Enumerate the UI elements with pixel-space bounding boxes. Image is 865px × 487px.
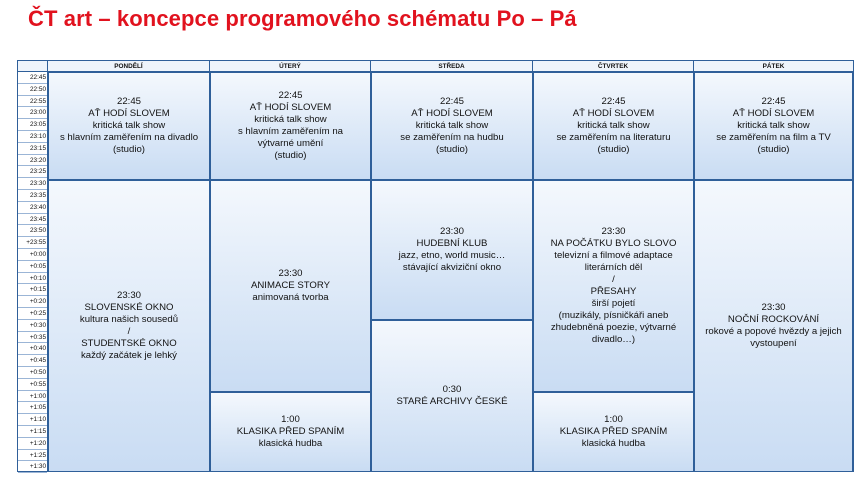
- program-text: [238, 90, 343, 162]
- program-line: /: [127, 326, 131, 337]
- program-line: AŤ HODÍ SLOVEM: [732, 108, 815, 119]
- time-tick: 23:35: [18, 190, 47, 202]
- program-line: KLASIKA PŘED SPANÍM: [559, 426, 668, 437]
- program-wed-hudebni-klub[interactable]: [371, 180, 533, 320]
- program-start-time: 23:30: [439, 226, 464, 237]
- time-tick: 23:20: [18, 155, 47, 167]
- program-start-time: 22:45: [439, 96, 464, 107]
- program-line: AŤ HODÍ SLOVEM: [411, 108, 493, 119]
- program-line: se zaměřením na hudbu: [400, 132, 504, 143]
- program-line: (studio): [436, 144, 468, 155]
- day-header-tuesday: ÚTERÝ: [210, 61, 371, 72]
- time-tick: +0:10: [18, 273, 47, 285]
- program-thu-na-pocatku[interactable]: [533, 180, 694, 392]
- time-tick: 23:00: [18, 107, 47, 119]
- program-line: NA POČÁTKU BYLO SLOVO: [550, 238, 677, 249]
- time-tick: +0:05: [18, 261, 47, 273]
- program-line: zhudebněná poezie, výtvarné: [550, 322, 677, 333]
- program-text: [399, 226, 506, 274]
- corner-header: [18, 61, 48, 72]
- time-tick: +1:30: [18, 461, 47, 473]
- program-thu-klasika[interactable]: [533, 392, 694, 472]
- program-line: s hlavním zaměřením na: [237, 126, 344, 137]
- program-text: [396, 384, 507, 408]
- program-line: se zaměřením na literaturu: [556, 132, 671, 143]
- program-wed-talkshow[interactable]: [371, 72, 533, 180]
- time-column: [18, 72, 48, 471]
- program-line: AŤ HODÍ SLOVEM: [249, 102, 332, 113]
- day-header-wednesday: STŘEDA: [371, 61, 533, 72]
- program-line: se zaměřením na film a TV: [716, 132, 831, 143]
- program-line: (studio): [274, 150, 307, 161]
- program-line: PŘESAHY: [590, 286, 637, 297]
- program-line: (studio): [757, 144, 790, 155]
- program-text: [400, 96, 503, 156]
- program-line: KLASIKA PŘED SPANÍM: [236, 426, 345, 437]
- program-text: [560, 414, 668, 450]
- time-tick: +1:10: [18, 414, 47, 426]
- program-line: televizní a filmové adaptace: [554, 250, 673, 261]
- program-text: [705, 302, 842, 350]
- program-line: klasická hudba: [581, 438, 646, 449]
- program-text: [716, 96, 830, 156]
- time-tick: 23:25: [18, 166, 47, 178]
- schedule-grid: [17, 60, 854, 472]
- program-start-time: 23:30: [116, 290, 141, 301]
- program-line: animovaná tvorba: [252, 292, 329, 303]
- program-line: AŤ HODÍ SLOVEM: [88, 108, 170, 119]
- program-tue-klasika[interactable]: [210, 392, 371, 472]
- program-line: rokové a popové hvězdy a jejich: [705, 326, 842, 337]
- program-text: [60, 96, 198, 156]
- program-line: divadlo…): [591, 334, 636, 345]
- program-line: STUDENTSKÉ OKNO: [81, 338, 177, 349]
- time-tick: +0:25: [18, 308, 47, 320]
- time-tick: 22:50: [18, 84, 47, 96]
- program-start-time: 23:30: [601, 226, 626, 237]
- time-tick: +1:25: [18, 450, 47, 462]
- time-tick: +1:15: [18, 426, 47, 438]
- time-tick: 23:05: [18, 119, 47, 131]
- program-line: kritická talk show: [415, 120, 489, 131]
- program-mon-slovenske-okno[interactable]: [48, 180, 210, 472]
- program-line: (muzikály, písničkáři aneb: [558, 310, 669, 321]
- program-line: s hlavním zaměřením na divadlo: [59, 132, 199, 143]
- time-tick: 23:40: [18, 202, 47, 214]
- program-line: ANIMACE STORY: [250, 280, 331, 291]
- program-line: NOČNÍ ROCKOVÁNÍ: [727, 314, 820, 325]
- program-fri-nocni-rockovani[interactable]: [694, 180, 853, 472]
- time-tick: +0:55: [18, 379, 47, 391]
- time-tick: +1:20: [18, 438, 47, 450]
- time-tick: +0:20: [18, 296, 47, 308]
- time-tick: +0:40: [18, 343, 47, 355]
- time-tick: +0:45: [18, 355, 47, 367]
- time-tick: 22:55: [18, 96, 47, 108]
- program-wed-stare-archivy[interactable]: [371, 320, 533, 472]
- program-start-time: 22:45: [601, 96, 626, 107]
- program-tue-talkshow[interactable]: [210, 72, 371, 180]
- program-line: SLOVENSKÉ OKNO: [84, 302, 174, 313]
- program-text: [80, 290, 178, 362]
- program-line: výtvarné umění: [257, 138, 324, 149]
- program-line: STARÉ ARCHIVY ČESKÉ: [396, 396, 508, 407]
- program-line: (studio): [112, 144, 145, 155]
- program-line: kritická talk show: [254, 114, 327, 125]
- time-tick: +0:00: [18, 249, 47, 261]
- page-title: ČT art – koncepce programového schématu Po – Pá: [28, 6, 577, 31]
- time-tick: +0:50: [18, 367, 47, 379]
- program-start-time: 23:30: [761, 302, 786, 313]
- program-start-time: 23:30: [278, 268, 303, 279]
- time-tick: +0:30: [18, 320, 47, 332]
- program-start-time: 22:45: [761, 96, 786, 107]
- program-text: [551, 226, 677, 346]
- program-line: kritická talk show: [737, 120, 810, 131]
- program-line: kritická talk show: [92, 120, 166, 131]
- program-line: stávající akviziční okno: [402, 262, 502, 273]
- time-tick: +0:35: [18, 332, 47, 344]
- program-line: vystoupení: [750, 338, 797, 349]
- program-tue-animace-story[interactable]: [210, 180, 371, 392]
- program-start-time: 22:45: [278, 90, 303, 101]
- program-line: (studio): [597, 144, 630, 155]
- day-header-thursday: ČTVRTEK: [533, 61, 694, 72]
- program-line: AŤ HODÍ SLOVEM: [572, 108, 655, 119]
- day-header-monday: PONDĚLÍ: [48, 61, 210, 72]
- time-tick: +0:15: [18, 284, 47, 296]
- time-tick: 23:15: [18, 143, 47, 155]
- program-text: [237, 414, 345, 450]
- program-line: každý začátek je lehký: [81, 350, 177, 361]
- program-line: kritická talk show: [577, 120, 650, 131]
- day-header-friday: PÁTEK: [694, 61, 853, 72]
- program-line: kultura našich sousedů: [79, 314, 179, 325]
- program-text: [556, 96, 670, 156]
- time-tick: +1:05: [18, 402, 47, 414]
- program-line: HUDEBNÍ KLUB: [416, 238, 488, 249]
- time-tick: 23:30: [18, 178, 47, 190]
- program-line: jazz, etno, world music…: [398, 250, 506, 261]
- program-start-time: 0:30: [442, 384, 462, 395]
- time-tick: 23:50: [18, 225, 47, 237]
- time-tick: +23:55: [18, 237, 47, 249]
- time-tick: 23:45: [18, 214, 47, 226]
- program-line: literárních děl: [584, 262, 643, 273]
- time-tick: 22:45: [18, 72, 47, 84]
- program-fri-talkshow[interactable]: [694, 72, 853, 180]
- program-line: /: [612, 274, 615, 285]
- program-start-time: 1:00: [281, 414, 300, 425]
- program-line: širší pojetí: [591, 298, 636, 309]
- time-tick: +1:00: [18, 391, 47, 403]
- program-text: [251, 268, 330, 304]
- program-thu-talkshow[interactable]: [533, 72, 694, 180]
- program-start-time: 1:00: [604, 414, 623, 425]
- program-mon-talkshow[interactable]: [48, 72, 210, 180]
- time-tick: 23:10: [18, 131, 47, 143]
- program-start-time: 22:45: [116, 96, 141, 107]
- program-line: klasická hudba: [258, 438, 323, 449]
